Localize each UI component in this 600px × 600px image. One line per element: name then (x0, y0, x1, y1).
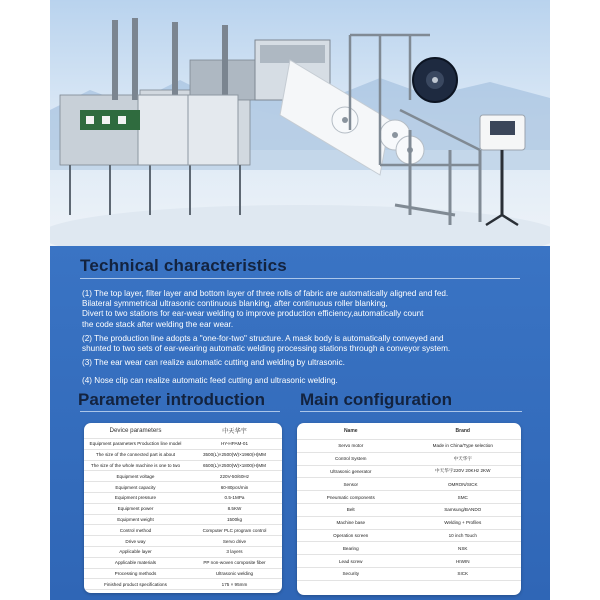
table-row (84, 557, 282, 568)
param-value: Servo drive (187, 536, 282, 547)
config-brand: NSK (405, 542, 521, 555)
config-brand: 中天华宇220V 20KHz 2KW (405, 465, 521, 478)
param-name: Applicable materials (84, 557, 187, 568)
section-divider (300, 411, 522, 412)
param-value: HY-HPAM-01 (187, 439, 282, 450)
parameters-panel (84, 423, 282, 593)
param-name: The size of the connected part is about (84, 449, 187, 460)
table-header-row (297, 423, 521, 440)
param-value: 3500(L)×2500(W)×1960(H)MM (187, 449, 282, 460)
table-row (297, 465, 521, 478)
table-header-cell: 中天华宇 (187, 423, 282, 439)
param-value: PP non-woven composite fiber (187, 557, 282, 568)
config-name: Pneumatic components (297, 491, 405, 504)
technical-characteristics-title: Technical characteristics (80, 256, 287, 275)
table-row (297, 491, 521, 504)
param-value: 1500kg (187, 514, 282, 525)
config-brand: Made in China/Type selection (405, 440, 521, 453)
table-row (84, 525, 282, 536)
table-row (84, 568, 282, 579)
param-name: Applicable layer (84, 546, 187, 557)
config-brand: Samsung/BANDO (405, 503, 521, 516)
technical-items-list (82, 289, 542, 387)
param-name: Drive way (84, 536, 187, 547)
table-row (297, 542, 521, 555)
config-brand: OMRON/SICK (405, 478, 521, 491)
table-row (84, 579, 282, 590)
machine-photo (50, 0, 550, 246)
param-value: Ultrasonic welding (187, 568, 282, 579)
table-row (84, 482, 282, 493)
main-configuration-title: Main configuration (300, 390, 453, 409)
table-row (84, 449, 282, 460)
param-value: 220V-50/60Hz (187, 471, 282, 482)
table-row (297, 503, 521, 516)
technical-item-2: (2) The production line adopts a "one-for-two" structure. A mask body is automatically conveyed and shunted to two sets of ear-wearing automatic welding processing stations through a conveyor system. (82, 333, 451, 354)
config-brand: Welding + Profiles (405, 516, 521, 529)
table-row (297, 478, 521, 491)
param-name: Equipment power (84, 503, 187, 514)
param-value: 6500(L)×2500(W)×1800(H)MM (187, 460, 282, 471)
section-divider (80, 278, 520, 279)
table-row (84, 503, 282, 514)
technical-item-4: (4) Nose clip can realize automatic feed cutting and ultrasonic welding. (82, 376, 338, 386)
table-row (84, 546, 282, 557)
config-name: Lead screw (297, 555, 405, 568)
param-name: Equipment voltage (84, 471, 187, 482)
config-brand: 10 inch Touch (405, 529, 521, 542)
table-row (84, 460, 282, 471)
table-row (84, 439, 282, 450)
param-name: Finished product specifications (84, 579, 187, 590)
config-name: Belt (297, 503, 405, 516)
config-name: Control System (297, 452, 405, 465)
table-row (297, 567, 521, 580)
config-name: Ultrasonic generator (297, 465, 405, 478)
config-name: Servo motor (297, 440, 405, 453)
table-header-cell: Device parameters (84, 423, 187, 439)
table-row (297, 516, 521, 529)
param-name: Equipment parameters Production line model (84, 439, 187, 450)
param-value: 175 × 95mm (187, 579, 282, 590)
table-header-cell: Name (297, 423, 405, 440)
table-row (297, 452, 521, 465)
param-name: Equipment pressure (84, 492, 187, 503)
config-brand: 中天华宇 (405, 452, 521, 465)
config-name: Bearing (297, 542, 405, 555)
parameter-introduction-title: Parameter introduction (78, 390, 266, 409)
param-name: Equipment weight (84, 514, 187, 525)
param-name: Equipment capacity (84, 482, 187, 493)
technical-item-1: (1) The top layer, filter layer and bottom layer of three rolls of fabric are automatically aligned and fed. Bilateral symmetrical ultrasonic continuous blanking, after continuous roller blanking, Divert to two stations for ear-wear welding to improve production efficiency,automatically count the code stack after welding the ear wear. (82, 289, 449, 329)
param-name: Processing methods (84, 568, 187, 579)
table-row (84, 536, 282, 547)
configuration-table (297, 423, 521, 581)
configuration-panel (297, 423, 521, 595)
product-poster (50, 0, 550, 600)
table-row (297, 529, 521, 542)
table-row (84, 492, 282, 503)
section-divider (80, 411, 280, 412)
table-row (297, 440, 521, 453)
table-row (84, 514, 282, 525)
table-row (84, 471, 282, 482)
param-value: 60-80pcs/min (187, 482, 282, 493)
table-header-row (84, 423, 282, 439)
config-brand: HIWIN (405, 555, 521, 568)
table-header-cell: Brand (405, 423, 521, 440)
config-name: Operation screen (297, 529, 405, 542)
param-name: The size of the whole machine is one to two (84, 460, 187, 471)
param-name: Control method (84, 525, 187, 536)
param-value: 0.5-1MPa (187, 492, 282, 503)
table-row (297, 555, 521, 568)
technical-item-3: (3) The ear wear can realize automatic cutting and welding by ultrasonic. (82, 358, 345, 368)
config-name: Security (297, 567, 405, 580)
param-value: 3 layers (187, 546, 282, 557)
mask-production-line-image (50, 0, 550, 246)
parameters-table (84, 423, 282, 590)
param-value: 8.5KW (187, 503, 282, 514)
config-name: Sensor (297, 478, 405, 491)
config-brand: SMC (405, 491, 521, 504)
param-value: Computer PLC program control (187, 525, 282, 536)
config-name: Machine base (297, 516, 405, 529)
config-brand: SICK (405, 567, 521, 580)
